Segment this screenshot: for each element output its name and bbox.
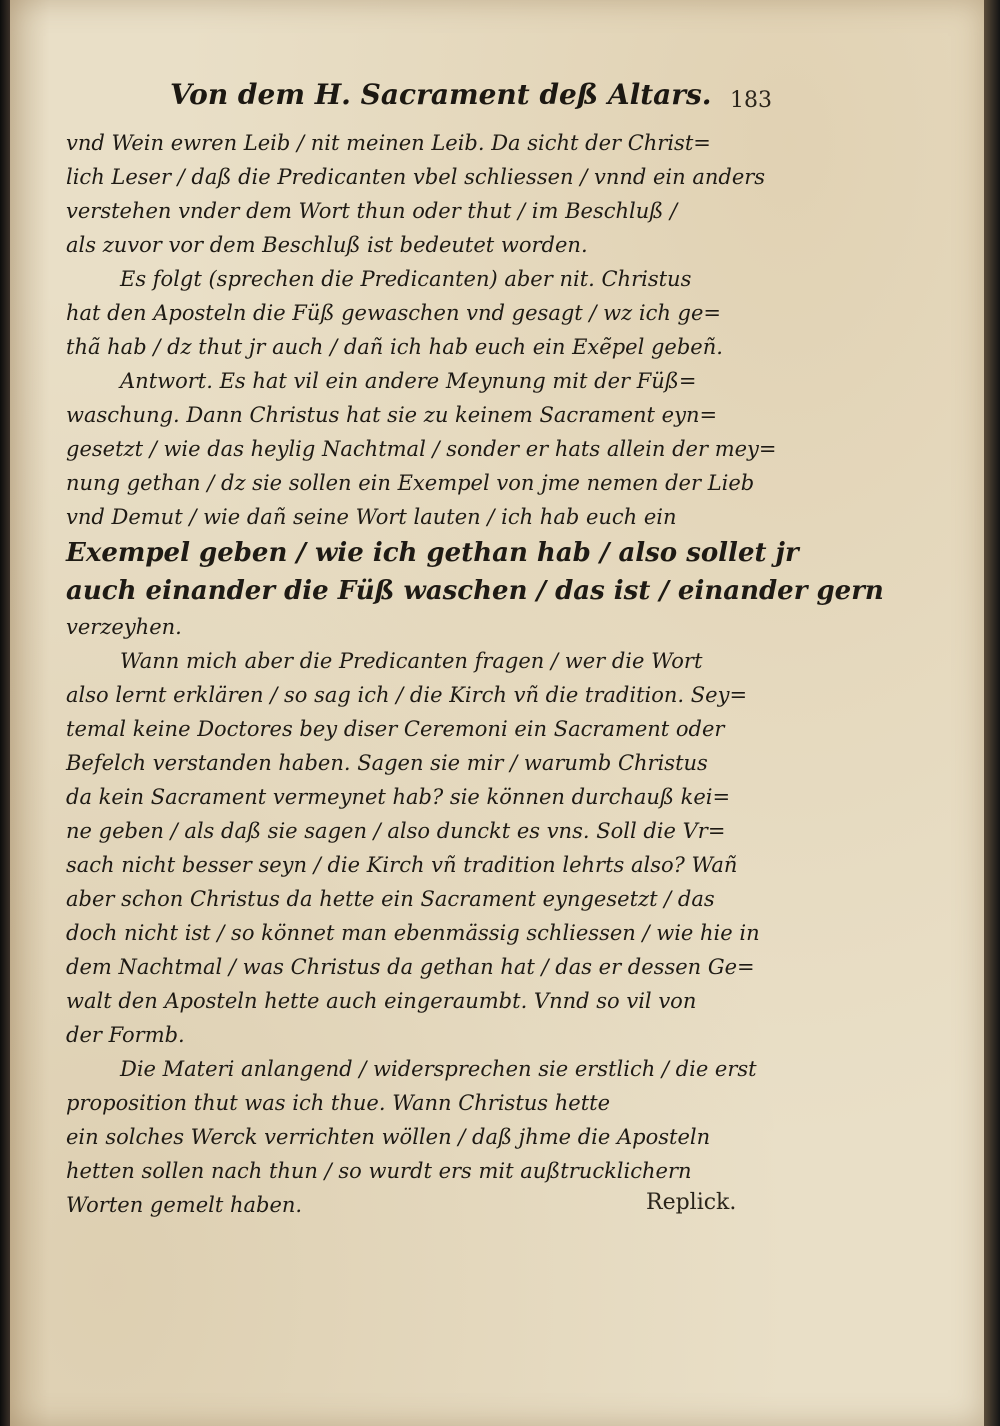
text-line: also lernt erklären / so sag ich / die Kirch vñ die tradition. Sey= [66, 683, 748, 707]
text-line: sach nicht besser seyn / die Kirch vñ tradition lehrts also? Wañ [66, 853, 738, 877]
text-line: gesetzt / wie das heylig Nachtmal / sonder er hats allein der mey= [66, 437, 777, 461]
text-line: Exempel geben / wie ich gethan hab / also sollet jr [66, 538, 799, 568]
page-number: 183 [730, 88, 772, 113]
running-title: Von dem H. Sacrament deß Altars. [170, 78, 712, 111]
text-line: Wann mich aber die Predicanten fragen / wer die Wort [120, 649, 703, 673]
text-line: Befelch verstanden haben. Sagen sie mir / warumb Christus [66, 751, 708, 775]
text-line: Worten gemelt haben. [66, 1193, 303, 1217]
text-line: als zuvor vor dem Beschluß ist bedeutet worden. [66, 233, 588, 257]
text-line: doch nicht ist / so könnet man ebenmässig schliessen / wie hie in [66, 921, 760, 945]
text-line: waschung. Dann Christus hat sie zu keinem Sacrament eyn= [66, 403, 718, 427]
text-line: temal keine Doctores bey diser Ceremoni ein Sacrament oder [66, 717, 725, 741]
text-line: hetten sollen nach thun / so wurdt ers mit außtrucklichern [66, 1159, 692, 1183]
catchword: Replick. [646, 1190, 737, 1215]
text-line: aber schon Christus da hette ein Sacrament eyngesetzt / das [66, 887, 715, 911]
text-line: hat den Aposteln die Füß gewaschen vnd gesagt / wz ich ge= [66, 301, 721, 325]
text-line: ein solches Werck verrichten wöllen / daß jhme die Aposteln [66, 1125, 711, 1149]
text-line: thã hab / dz thut jr auch / dañ ich hab euch ein Exẽpel gebeñ. [66, 335, 723, 359]
text-line: Es folgt (sprechen die Predicanten) aber nit. Christus [120, 267, 692, 291]
text-line: der Formb. [66, 1023, 185, 1047]
text-line: auch einander die Füß waschen / das ist / einander gern [66, 576, 884, 606]
text-line: nung gethan / dz sie sollen ein Exempel von jme nemen der Lieb [66, 471, 755, 495]
book-edge-left [0, 0, 10, 1426]
text-line: da kein Sacrament vermeynet hab? sie können durchauß kei= [66, 785, 731, 809]
text-line: dem Nachtmal / was Christus da gethan hat / das er dessen Ge= [66, 955, 755, 979]
text-line: vnd Demut / wie dañ seine Wort lauten / ich hab euch ein [66, 505, 677, 529]
text-line: verstehen vnder dem Wort thun oder thut / im Beschluß / [66, 199, 678, 223]
text-line: lich Leser / daß die Predicanten vbel schliessen / vnnd ein anders [66, 165, 766, 189]
text-line: verzeyhen. [66, 615, 182, 639]
text-line: proposition thut was ich thue. Wann Christus hette [66, 1091, 611, 1115]
text-line: vnd Wein ewren Leib / nit meinen Leib. Da sicht der Christ= [66, 131, 711, 155]
text-line: Die Materi anlangend / widersprechen sie erstlich / die erst [120, 1057, 757, 1081]
body-text [66, 126, 884, 1222]
book-edge-right [984, 0, 1000, 1426]
text-line: Antwort. Es hat vil ein andere Meynung mit der Füß= [120, 369, 697, 393]
text-line: ne geben / als daß sie sagen / also dunckt es vns. Soll die Vr= [66, 819, 726, 843]
text-line: walt den Aposteln hette auch eingeraumbt. Vnnd so vil von [66, 989, 697, 1013]
